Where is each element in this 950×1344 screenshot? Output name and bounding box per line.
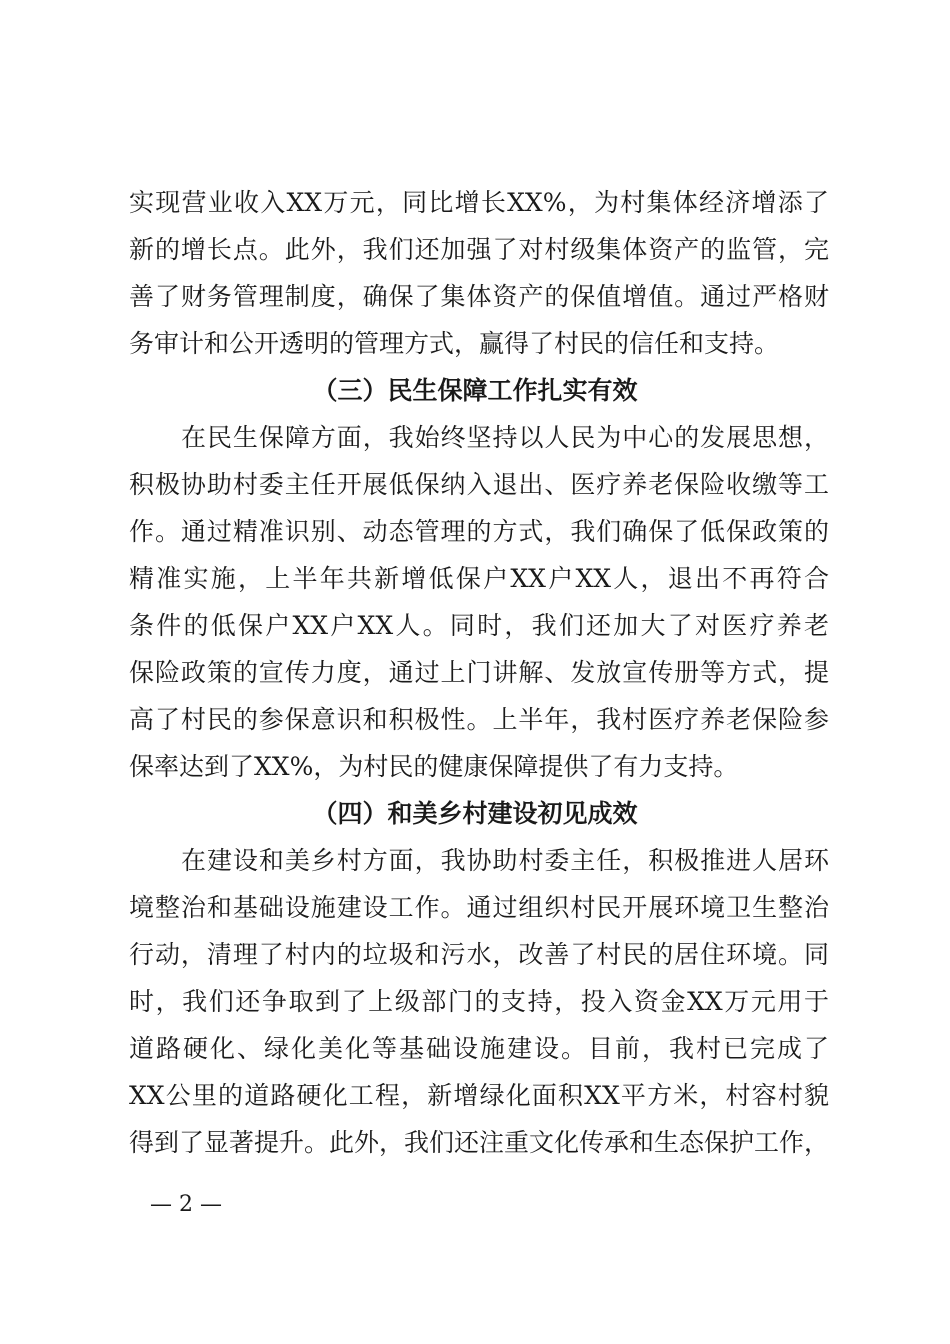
paragraph-line: 行动，清理了村内的垃圾和污水，改善了村民的居住环境。同 [129, 940, 829, 969]
section-heading-3: （三）民生保障工作扎实有效 [312, 376, 638, 405]
paragraph-line: 条件的低保户XX户XX人。同时，我们还加大了对医疗养老 [129, 611, 829, 640]
paragraph-line: 实现营业收入XX万元，同比增长XX%，为村集体经济增添了 [129, 188, 829, 217]
paragraph-line: 境整治和基础设施建设工作。通过组织村民开展环境卫生整治 [129, 893, 829, 922]
paragraph-line: 精准实施，上半年共新增低保户XX户XX人，退出不再符合 [129, 564, 829, 593]
paragraph-line: 时，我们还争取到了上级部门的支持，投入资金XX万元用于 [129, 987, 829, 1016]
paragraph-line: 保险政策的宣传力度，通过上门讲解、发放宣传册等方式，提 [129, 658, 829, 687]
paragraph-line: 作。通过精准识别、动态管理的方式，我们确保了低保政策的 [129, 517, 829, 546]
paragraph-line: 在民生保障方面，我始终坚持以人民为中心的发展思想， [181, 423, 829, 452]
paragraph-line: 得到了显著提升。此外，我们还注重文化传承和生态保护工作， [129, 1128, 830, 1157]
paragraph-line: 高了村民的参保意识和积极性。上半年，我村医疗养老保险参 [129, 705, 829, 734]
paragraph-line: 善了财务管理制度，确保了集体资产的保值增值。通过严格财 [129, 282, 829, 311]
paragraph-line: 保率达到了XX%，为村民的健康保障提供了有力支持。 [129, 752, 739, 781]
paragraph-line: 积极协助村委主任开展低保纳入退出、医疗养老保险收缴等工 [129, 470, 829, 499]
section-heading-4: （四）和美乡村建设初见成效 [312, 799, 638, 828]
page-number: — 2 — [150, 1192, 222, 1217]
paragraph-line: 新的增长点。此外，我们还加强了对村级集体资产的监管，完 [129, 235, 829, 264]
paragraph-line: 道路硬化、绿化美化等基础设施建设。目前，我村已完成了 [129, 1034, 829, 1063]
paragraph-line: 在建设和美乡村方面，我协助村委主任，积极推进人居环 [181, 846, 829, 875]
paragraph-line: 务审计和公开透明的管理方式，赢得了村民的信任和支持。 [129, 329, 780, 358]
paragraph-line: XX公里的道路硬化工程，新增绿化面积XX平方米，村容村貌 [129, 1081, 829, 1110]
